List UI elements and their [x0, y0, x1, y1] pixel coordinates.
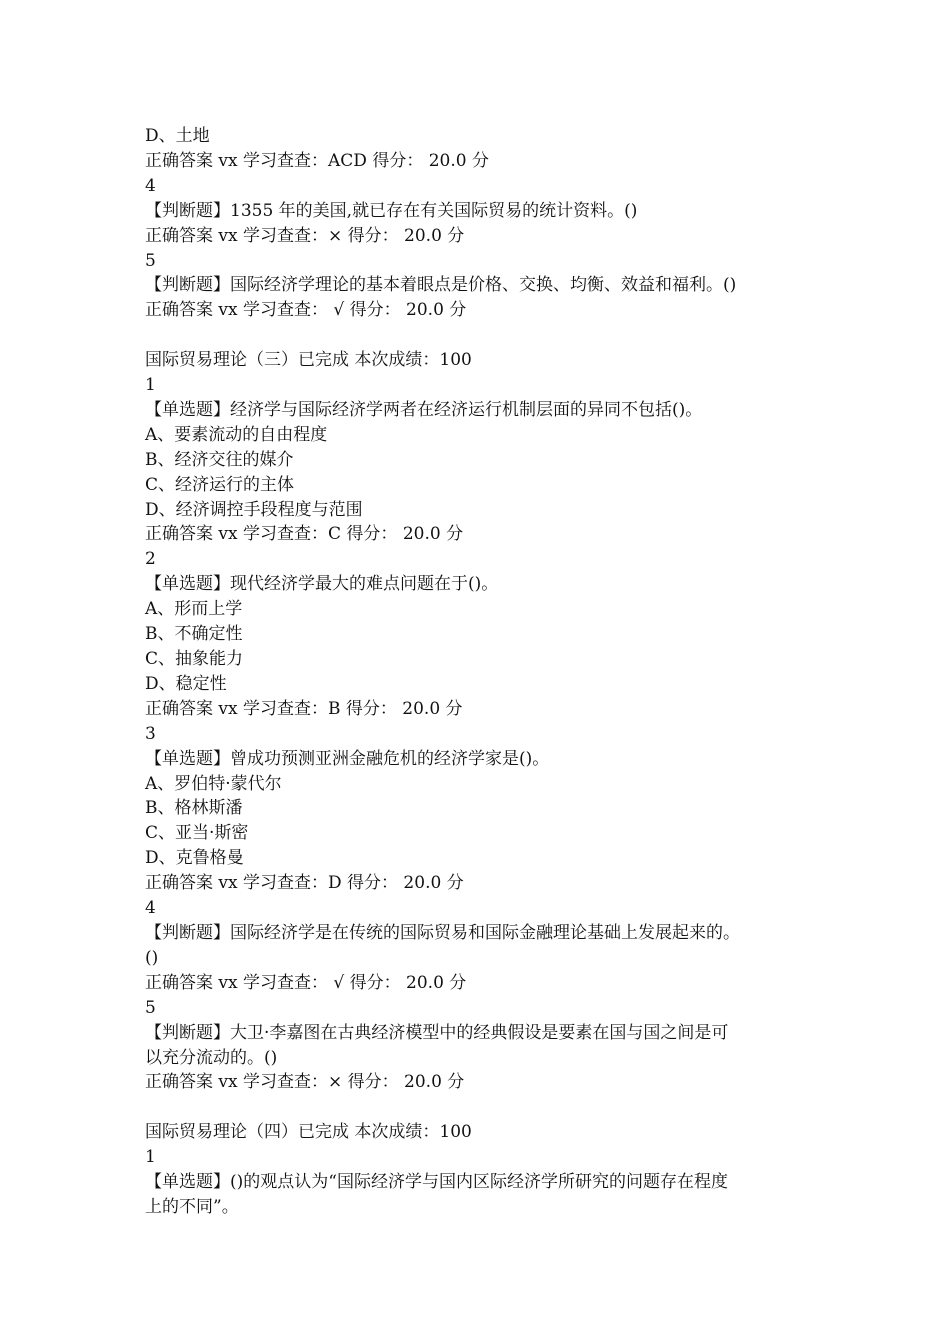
text-line: 5	[145, 997, 156, 1018]
text-line: 【判断题】国际经济学是在传统的国际贸易和国际金融理论基础上发展起来的。	[145, 922, 740, 943]
text-line: 正确答案 vx 学习查查：× 得分： 20.0 分	[145, 1072, 465, 1093]
text-line: D、克鲁格曼	[145, 848, 244, 869]
text-line: C、经济运行的主体	[145, 474, 295, 495]
text-line: 正确答案 vx 学习查查：D 得分： 20.0 分	[145, 873, 464, 894]
text-line: 【判断题】国际经济学理论的基本着眼点是价格、交换、均衡、效益和福利。()	[145, 275, 737, 296]
text-line: ()	[145, 947, 159, 968]
text-line: 正确答案 vx 学习查查：ACD 得分： 20.0 分	[145, 150, 489, 171]
paragraph-gap	[145, 1095, 825, 1120]
text-line: B、经济交往的媒介	[145, 449, 294, 470]
text-line: 正确答案 vx 学习查查：× 得分： 20.0 分	[145, 225, 465, 246]
text-line: 1	[145, 1147, 156, 1168]
text-line: 【单选题】现代经济学最大的难点问题在于()。	[145, 574, 499, 595]
text-line: 国际贸易理论（四）已完成 本次成绩：100	[145, 1122, 472, 1143]
text-line: A、形而上学	[145, 599, 243, 620]
text-line: D、稳定性	[145, 673, 227, 694]
text-line: 1	[145, 375, 156, 396]
document-text-body	[145, 124, 825, 1220]
text-line: C、亚当·斯密	[145, 823, 249, 844]
text-line: A、罗伯特·蒙代尔	[145, 773, 282, 794]
paragraph-gap	[145, 323, 825, 348]
text-line: 正确答案 vx 学习查查：C 得分： 20.0 分	[145, 524, 464, 545]
text-line: 【判断题】大卫·李嘉图在古典经济模型中的经典假设是要素在国与国之间是可	[145, 1022, 729, 1043]
text-line: 【单选题】经济学与国际经济学两者在经济运行机制层面的异同不包括()。	[145, 399, 703, 420]
text-line: D、经济调控手段程度与范围	[145, 499, 363, 520]
text-line: B、不确定性	[145, 624, 243, 645]
text-line: 3	[145, 723, 156, 744]
text-line: C、抽象能力	[145, 649, 244, 670]
text-line: 2	[145, 549, 156, 570]
text-line: 【单选题】曾成功预测亚洲金融危机的经济学家是()。	[145, 748, 550, 769]
text-line: B、格林斯潘	[145, 798, 243, 819]
text-line: 正确答案 vx 学习查查：B 得分： 20.0 分	[145, 698, 463, 719]
text-line: 4	[145, 175, 156, 196]
text-line: 国际贸易理论（三）已完成 本次成绩：100	[145, 350, 472, 371]
text-line: 以充分流动的。()	[145, 1047, 278, 1068]
text-line: 【判断题】1355 年的美国,就已存在有关国际贸易的统计资料。()	[145, 200, 638, 221]
text-line: 5	[145, 250, 156, 271]
text-line: 上的不同”。	[145, 1196, 239, 1217]
text-line: 【单选题】()的观点认为“国际经济学与国内区际经济学所研究的问题存在程度	[145, 1172, 728, 1193]
text-line: 4	[145, 898, 156, 919]
text-line: 正确答案 vx 学习查查： √ 得分： 20.0 分	[145, 300, 467, 321]
text-line: 正确答案 vx 学习查查： √ 得分： 20.0 分	[145, 972, 467, 993]
text-line: D、土地	[145, 126, 210, 146]
text-line: A、要素流动的自由程度	[145, 424, 328, 445]
